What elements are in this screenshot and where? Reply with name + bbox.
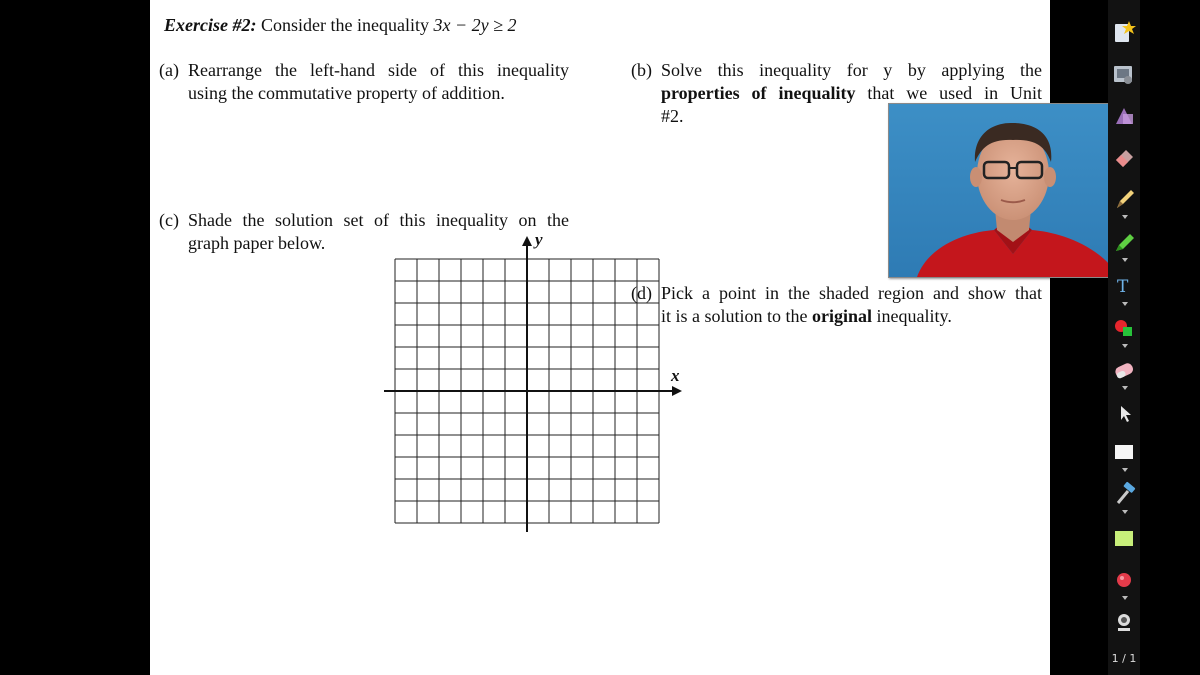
part-b-line2-rest: that we used in Unit: [855, 83, 1042, 103]
part-d-label: (d): [631, 283, 652, 303]
part-b-line2: [661, 82, 1042, 105]
highlighter-icon[interactable]: [1112, 228, 1136, 264]
part-b-line3: #2.: [661, 106, 684, 126]
green-square-icon[interactable]: [1112, 524, 1136, 560]
y-axis-arrow: [522, 236, 532, 246]
part-a-line1: Rearrange the left-hand side of this inequality: [188, 60, 569, 80]
part-d-line2-pre: it is a solution to the: [661, 306, 812, 326]
pencil-icon[interactable]: [1112, 185, 1136, 221]
graph-paper[interactable]: [380, 228, 690, 538]
exercise-heading: Exercise #2:: [164, 15, 257, 35]
part-b-label: (b): [631, 60, 652, 80]
screen-capture-icon[interactable]: [1112, 60, 1136, 96]
presenter-image: [889, 104, 1137, 277]
part-a-label: (a): [159, 60, 179, 80]
x-axis-arrow: [672, 386, 682, 396]
webcam-video: [888, 103, 1138, 278]
exercise-title: [164, 14, 516, 37]
x-axis-label: x: [671, 366, 680, 385]
text-icon[interactable]: [1112, 272, 1136, 308]
eraser-pink-icon[interactable]: [1112, 356, 1136, 392]
part-a-line2: using the commutative property of addition.: [188, 83, 505, 103]
y-axis-label: y: [535, 230, 543, 249]
record-icon[interactable]: [1112, 566, 1136, 602]
whiteboard-icon[interactable]: [1112, 438, 1136, 474]
pointer-icon[interactable]: [1112, 398, 1136, 434]
part-d-line2: [661, 305, 952, 328]
part-d-line1: Pick a point in the shaded region and show that: [661, 283, 1042, 303]
webcam-icon[interactable]: [1112, 608, 1136, 644]
eraser-icon[interactable]: [1112, 142, 1136, 178]
annotation-toolbar: [1108, 0, 1140, 675]
star-icon[interactable]: [1112, 18, 1136, 54]
svg-text:T: T: [1117, 277, 1129, 297]
part-c-line2: graph paper below.: [188, 233, 326, 253]
part-d-line2-post: inequality.: [872, 306, 952, 326]
exercise-inequality: 3x − 2y ≥ 2: [433, 15, 517, 35]
color-picker-icon[interactable]: [1112, 314, 1136, 350]
original-text: original: [812, 306, 873, 326]
page-counter: 1 / 1: [1111, 652, 1137, 665]
part-c-line1: Shade the solution set of this inequality on the: [188, 210, 569, 230]
worksheet-page: [150, 0, 1050, 675]
part-c-label: (c): [159, 210, 179, 230]
part-b-line1: Solve this inequality for y by applying the: [661, 60, 1042, 80]
exercise-intro: Consider the inequality: [260, 15, 429, 35]
hammer-icon[interactable]: [1112, 480, 1136, 516]
properties-of-inequality-text: properties of inequality: [661, 83, 856, 103]
shape-icon[interactable]: [1112, 102, 1136, 138]
